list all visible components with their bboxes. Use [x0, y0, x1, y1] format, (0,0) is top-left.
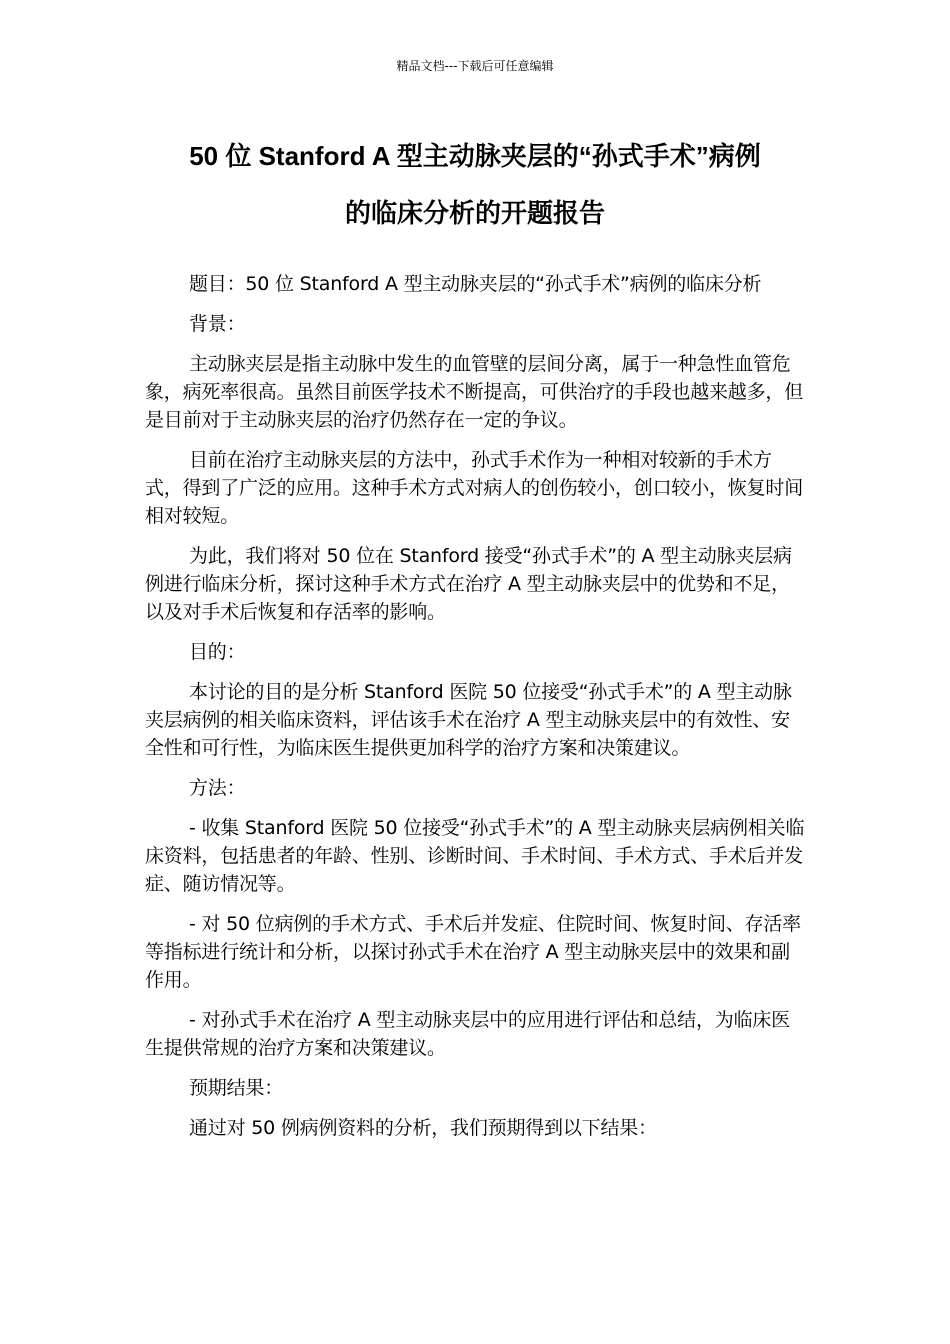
method-heading: 方法：	[189, 777, 246, 799]
topic-paragraph: 题目：50 位 Stanford A 型主动脉夹层的“孙式手术”病例的临床分析	[189, 273, 762, 295]
document-title	[100, 128, 850, 242]
header-note: 精品文档---下载后可任意编辑	[396, 59, 554, 73]
document-body	[145, 270, 807, 1154]
method-item-1: - 收集 Stanford 医院 50 位接受“孙式手术”的 A 型主动脉夹层病例相关临床资料，包括患者的年龄、性别、诊断时间、手术时间、手术方式、手术后并发症、随访情况等。	[145, 817, 805, 895]
title-line-2: 的临床分析的开题报告	[344, 198, 605, 228]
expected-results-heading: 预期结果：	[189, 1077, 284, 1099]
background-paragraph-3: 为此，我们将对 50 位在 Stanford 接受“孙式手术”的 A 型主动脉夹层病例进行临床分析，探讨这种手术方式在治疗 A 型主动脉夹层中的优势和不足，以及对手术后恢复和存活率的影响。	[145, 545, 792, 623]
expected-results-paragraph: 通过对 50 例病例资料的分析，我们预期得到以下结果：	[189, 1117, 657, 1139]
background-heading: 背景：	[189, 313, 246, 335]
background-paragraph-2: 目前在治疗主动脉夹层的方法中，孙式手术作为一种相对较新的手术方式，得到了广泛的应用。这种手术方式对病人的创伤较小，创口较小，恢复时间相对较短。	[145, 449, 804, 527]
title-line-1: 50 位 Stanford A 型主动脉夹层的“孙式手术”病例	[189, 141, 761, 171]
method-item-2: - 对 50 位病例的手术方式、手术后并发症、住院时间、恢复时间、存活率等指标进行统计和分析，以探讨孙式手术在治疗 A 型主动脉夹层中的效果和副作用。	[145, 913, 801, 991]
purpose-heading: 目的：	[189, 641, 246, 663]
purpose-paragraph: 本讨论的目的是分析 Stanford 医院 50 位接受“孙式手术”的 A 型主动脉夹层病例的相关临床资料，评估该手术在治疗 A 型主动脉夹层中的有效性、安全性和可行性，为临床医生提供更加科学的治疗方案和决策建议。	[145, 681, 792, 759]
method-item-3: - 对孙式手术在治疗 A 型主动脉夹层中的应用进行评估和总结，为临床医生提供常规的治疗方案和决策建议。	[145, 1009, 790, 1059]
background-paragraph-1: 主动脉夹层是指主动脉中发生的血管壁的层间分离，属于一种急性血管危象，病死率很高。虽然目前医学技术不断提高，可供治疗的手段也越来越多，但是目前对于主动脉夹层的治疗仍然存在一定的争议。	[145, 353, 804, 431]
